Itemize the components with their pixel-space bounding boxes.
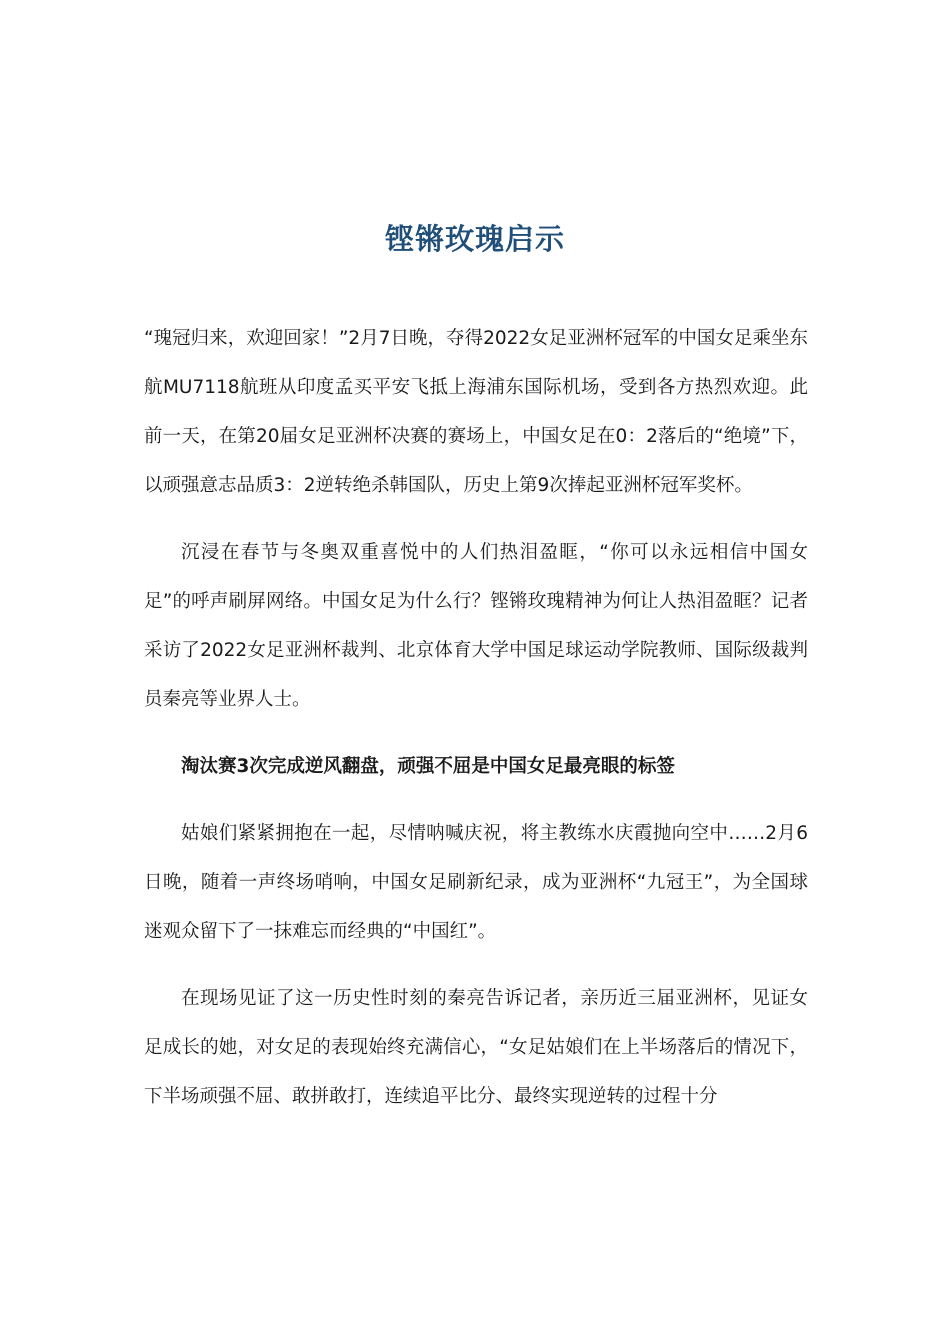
paragraph-1: “瑰冠归来，欢迎回家！”2月7日晚，夺得2022女足亚洲杯冠军的中国女足乘坐东航MU7118航班从印度孟买平安飞抵上海浦东国际机场，受到各方热烈欢迎。此前一天，在第20届女足亚洲杯决赛的赛场上，中国女足在0：2落后的“绝境”下，以顽强意志品质3：2逆转绝杀韩国队，历史上第9次捧起亚洲杯冠军奖杯。	[144, 328, 808, 496]
paragraph-2: 沉浸在春节与冬奥双重喜悦中的人们热泪盈眶，“你可以永远相信中国女足”的呼声刷屏网络。中国女足为什么行？铿锵玫瑰精神为何让人热泪盈眶？记者采访了2022女足亚洲杯裁判、北京体育大学中国足球运动学院教师、国际级裁判员秦亮等业界人士。	[144, 542, 808, 710]
paragraph-4: 在现场见证了这一历史性时刻的秦亮告诉记者，亲历近三届亚洲杯，见证女足成长的她，对女足的表现始终充满信心，“女足姑娘们在上半场落后的情况下，下半场顽强不屈、敢拼敢打，连续追平比分、最终实现逆转的过程十分	[144, 988, 808, 1107]
paragraph-3: 姑娘们紧紧拥抱在一起，尽情呐喊庆祝，将主教练水庆霞抛向空中……2月6日晚，随着一声终场哨响，中国女足刷新纪录，成为亚洲杯“九冠王”，为全国球迷观众留下了一抹难忘而经典的“中国红”。	[144, 823, 808, 942]
section-subheading: 淘汰赛3次完成逆风翻盘，顽强不屈是中国女足最亮眼的标签	[181, 756, 675, 777]
document-title: 铿锵玫瑰启示	[384, 222, 565, 257]
document-body	[144, 314, 808, 1139]
